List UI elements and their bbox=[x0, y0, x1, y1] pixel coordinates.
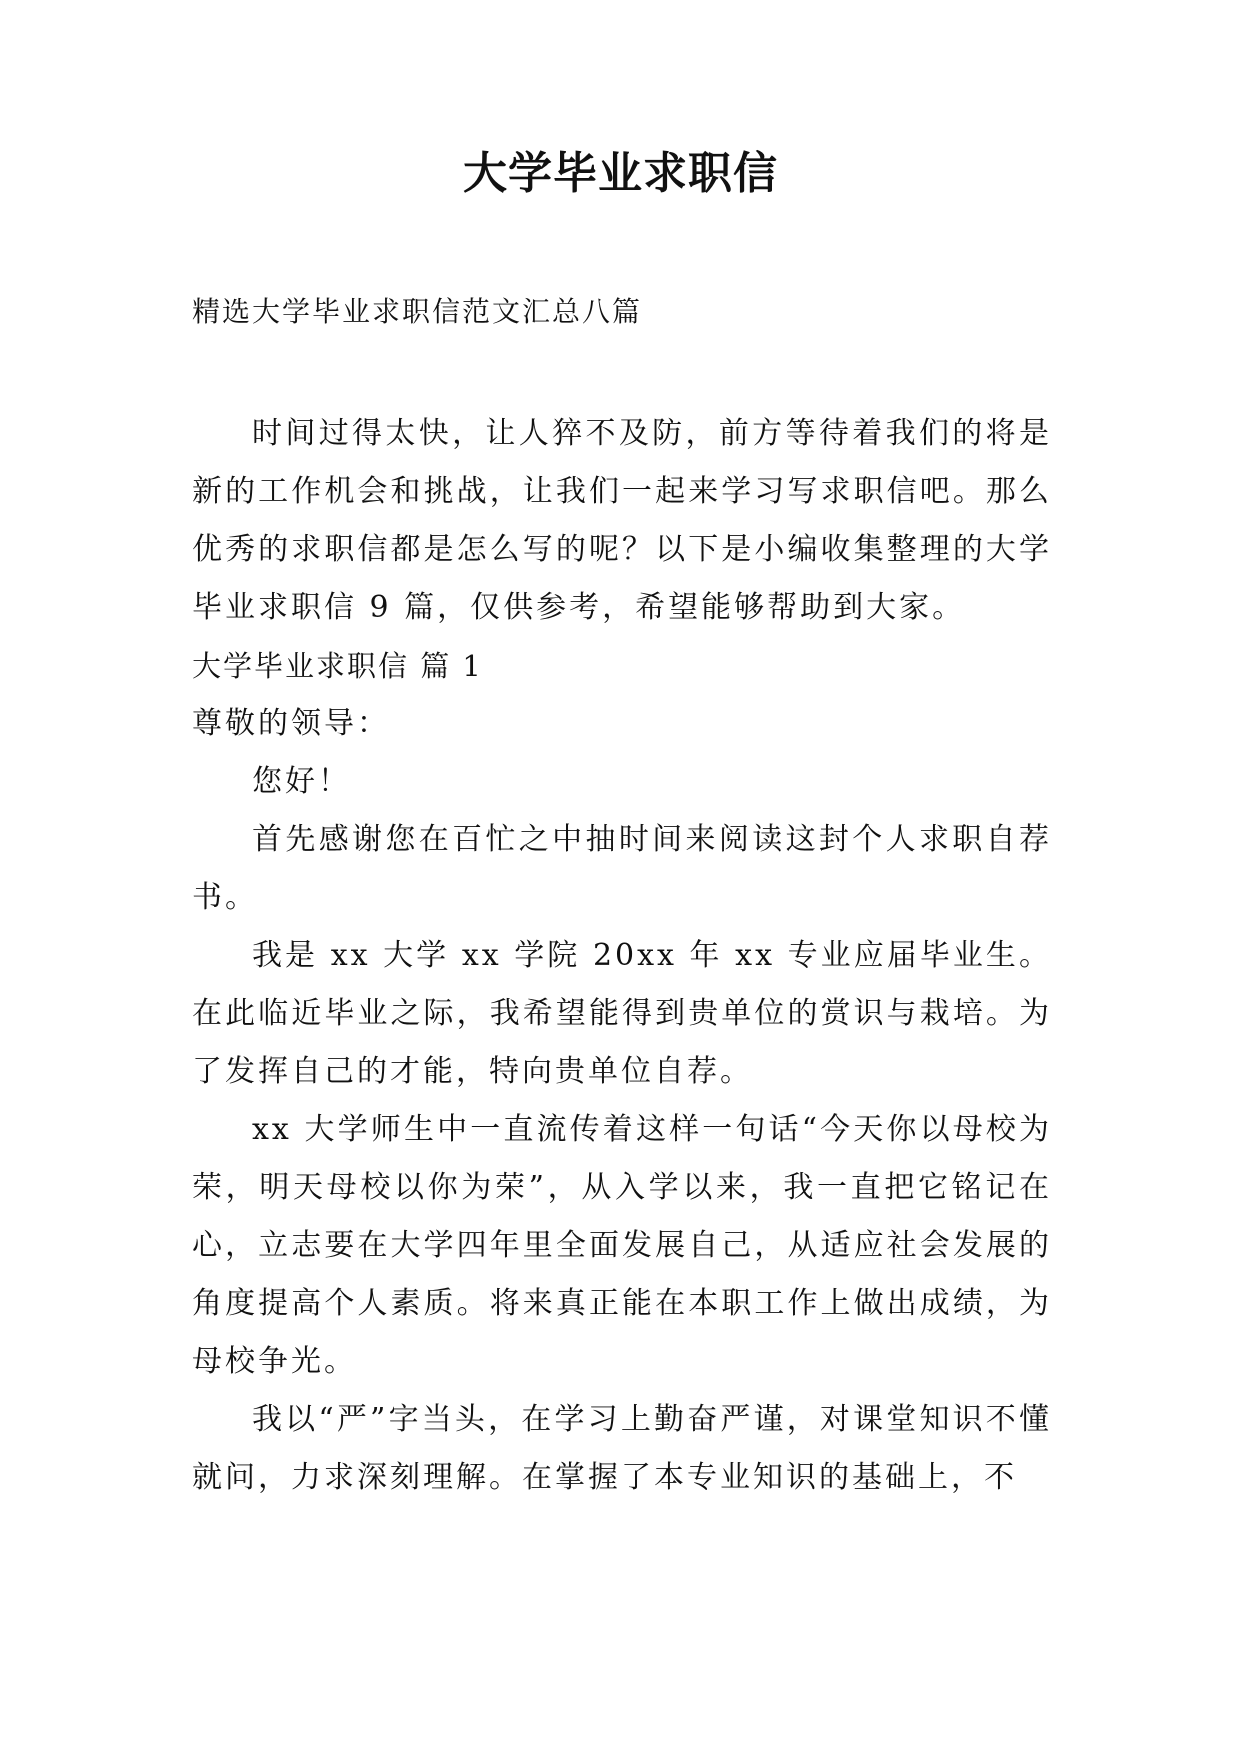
document-body bbox=[192, 405, 1052, 1507]
salutation: 尊敬的领导： bbox=[192, 706, 390, 741]
section-heading: 大学毕业求职信 篇 1 bbox=[192, 649, 483, 683]
body-paragraph: 首先感谢您在百忙之中抽时间来阅读这封个人求职自荐书。 bbox=[192, 822, 1052, 915]
body-paragraph: 我以“严”字当头，在学习上勤奋严谨，对课堂知识不懂就问，力求深刻理解。在掌握了本专业知识的基础上，不 bbox=[192, 1402, 1052, 1495]
document-subtitle: 精选大学毕业求职信范文汇总八篇 bbox=[192, 295, 643, 328]
body-paragraph: 我是 xx 大学 xx 学院 20xx 年 xx 专业应届毕业生。在此临近毕业之际，我希望能得到贵单位的赏识与栽培。为了发挥自己的才能，特向贵单位自荐。 bbox=[192, 938, 1052, 1089]
document-title: 大学毕业求职信 bbox=[463, 148, 778, 199]
greeting: 您好！ bbox=[252, 764, 351, 799]
intro-paragraph: 时间过得太快，让人猝不及防，前方等待着我们的将是新的工作机会和挑战，让我们一起来学习写求职信吧。那么优秀的求职信都是怎么写的呢？以下是小编收集整理的大学毕业求职信 9 篇，仅供参考，希望能够帮助到大家。 bbox=[192, 416, 1052, 625]
body-paragraph: xx 大学师生中一直流传着这样一句话“今天你以母校为荣，明天母校以你为荣”，从入学以来，我一直把它铭记在心，立志要在大学四年里全面发展自己，从适应社会发展的角度提高个人素质。将来真正能在本职工作上做出成绩，为母校争光。 bbox=[192, 1112, 1052, 1379]
